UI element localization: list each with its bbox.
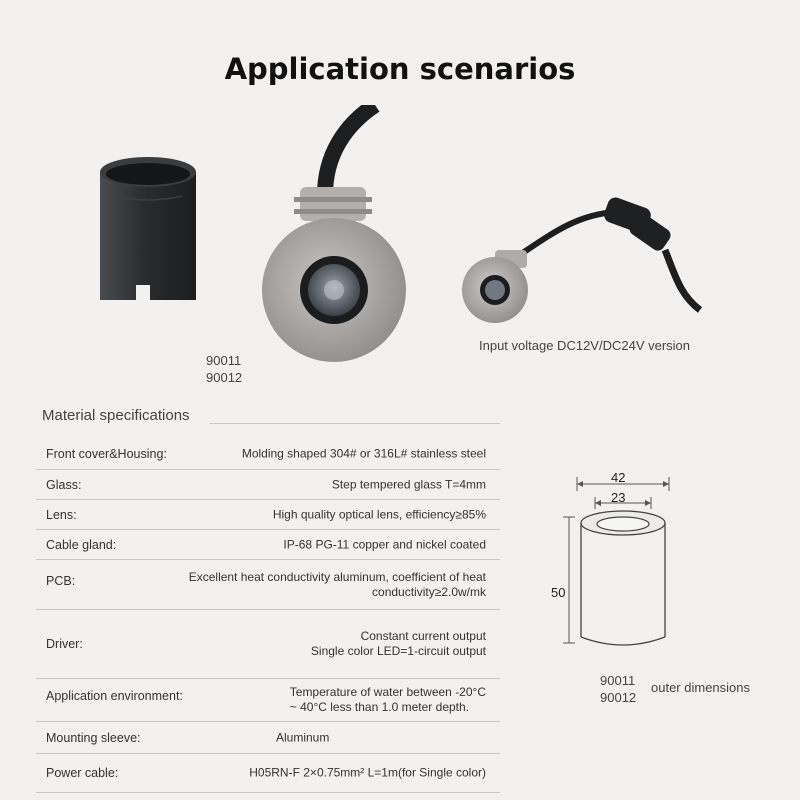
spec-label: Application environment: xyxy=(46,689,183,703)
model-number: 90011 xyxy=(206,353,242,368)
dimension-caption: outer dimensions xyxy=(651,680,750,695)
spec-row-glass xyxy=(36,470,500,500)
spec-row-cable-gland xyxy=(36,530,500,560)
spec-row-sleeve xyxy=(36,722,500,754)
dimension-outer-label: 42 xyxy=(611,470,626,485)
dimension-inner-label: 23 xyxy=(611,490,626,505)
spec-value: Aluminum xyxy=(276,730,330,744)
spec-value: High quality optical lens, efficiency≥85% xyxy=(272,507,486,521)
spec-value: IP-68 PG-11 copper and nickel coated xyxy=(283,537,486,551)
spec-row-lens xyxy=(36,500,500,530)
specs-table xyxy=(36,438,500,793)
heading-divider xyxy=(210,423,500,424)
spec-value: Step tempered glass T=4mm xyxy=(331,477,486,491)
spec-label: Power cable: xyxy=(46,766,119,780)
spec-label: Lens: xyxy=(46,507,77,522)
spec-value: H05RN-F 2×0.75mm² L=1m(for Single color) xyxy=(249,765,486,780)
lamp-large-image xyxy=(250,105,425,370)
voltage-caption: Input voltage DC12V/DC24V version xyxy=(479,338,691,353)
spec-row-housing xyxy=(36,438,500,470)
spec-label: Glass: xyxy=(46,477,82,492)
spec-row-power-cable xyxy=(36,754,500,793)
spec-label: Mounting sleeve: xyxy=(46,730,141,745)
dimension-model-list xyxy=(600,672,636,706)
lamp-small-image xyxy=(455,180,705,330)
spec-label: Front cover&Housing: xyxy=(46,446,167,461)
spec-label: PCB: xyxy=(46,574,76,588)
page-title: Application scenarios xyxy=(224,52,576,86)
spec-row-pcb xyxy=(36,560,500,610)
model-number-list xyxy=(206,352,242,386)
specs-heading: Material specifications xyxy=(42,407,190,424)
spec-value: Constant current output Single color LED=1-circuit output xyxy=(310,629,486,658)
spec-label: Driver: xyxy=(46,637,83,651)
spec-row-environment xyxy=(36,679,500,722)
spec-row-driver xyxy=(36,610,500,679)
spec-label: Cable gland: xyxy=(46,537,117,552)
spec-value: Temperature of water between -20°C ~ 40°C less than 1.0 meter depth. xyxy=(289,685,486,714)
model-number: 90011 xyxy=(600,673,636,688)
spec-value: Excellent heat conductivity aluminum, coefficient of heat conductivity≥2.0w/mk xyxy=(188,569,486,599)
model-number: 90012 xyxy=(206,370,243,385)
model-number: 90012 xyxy=(600,690,637,705)
spec-value: Molding shaped 304# or 316L# stainless steel xyxy=(241,446,486,460)
mounting-sleeve-image xyxy=(88,150,208,325)
dimension-height-label: 50 xyxy=(551,585,566,600)
